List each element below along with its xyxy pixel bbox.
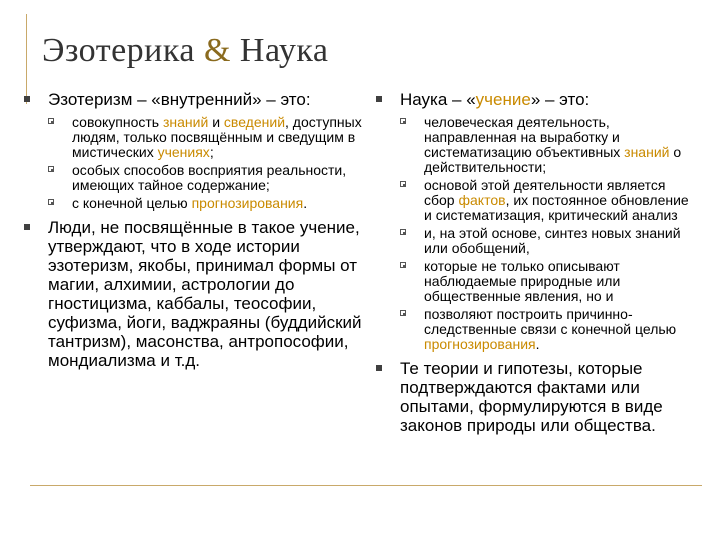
- title-part2: Наука: [239, 32, 329, 69]
- checkbox-bullet-icon: [400, 310, 406, 316]
- right-sub-item-2: основой этой деятельности является сбор фактов, их постоянное обновление и систематизация, критический анализ: [376, 178, 696, 223]
- checkbox-bullet-icon: [400, 229, 406, 235]
- checkbox-bullet-icon: [48, 118, 54, 124]
- right-sub-item-4: которые не только описывают наблюдаемые природные или общественные явления, но и: [376, 259, 696, 304]
- square-bullet-icon: [24, 224, 30, 230]
- checkbox-bullet-icon: [48, 199, 54, 205]
- right-sub-item-1: человеческая деятельность, направленная на выработку и систематизацию объективных знаний о действительности;: [376, 115, 696, 175]
- checkbox-bullet-icon: [48, 166, 54, 172]
- left-column: [24, 90, 364, 370]
- title-part1: Эзотерика: [42, 32, 195, 69]
- checkbox-bullet-icon: [400, 181, 406, 187]
- checkbox-bullet-icon: [400, 118, 406, 124]
- right-column: [376, 90, 696, 435]
- left-sub-item-2: особых способов восприятия реальности, имеющих тайное содержание;: [24, 163, 364, 193]
- right-heading: Наука – «учение» – это:: [376, 90, 696, 109]
- left-heading: Эзотеризм – «внутренний» – это:: [24, 90, 364, 109]
- square-bullet-icon: [376, 96, 382, 102]
- left-sub-item-1: совокупность знаний и сведений, доступных людям, только посвящённым и сведущим в мистических учениях;: [24, 115, 364, 160]
- slide-title: [42, 32, 328, 70]
- checkbox-bullet-icon: [400, 262, 406, 268]
- title-ampersand: &: [203, 32, 231, 69]
- decor-horizontal-line: [30, 485, 702, 486]
- left-sub-item-3: с конечной целью прогнозирования.: [24, 196, 364, 211]
- square-bullet-icon: [376, 365, 382, 371]
- square-bullet-icon: [24, 96, 30, 102]
- right-paragraph: Те теории и гипотезы, которые подтверждаются фактами или опытами, формулируются в виде законов природы или общества.: [376, 359, 696, 435]
- left-paragraph: Люди, не посвящённые в такое учение, утверждают, что в ходе истории эзотеризм, якобы, принимал формы от магии, алхимии, астрологии до гностицизма, каббалы, теософии, суфизма, йоги, ваджраяны (буддийский тантризм), масонства, антропософии, мондиализма и т.д.: [24, 218, 364, 370]
- right-sub-item-3: и, на этой основе, синтез новых знаний или обобщений,: [376, 226, 696, 256]
- right-sub-item-5: позволяют построить причинно-следственные связи с конечной целью прогнозирования.: [376, 307, 696, 352]
